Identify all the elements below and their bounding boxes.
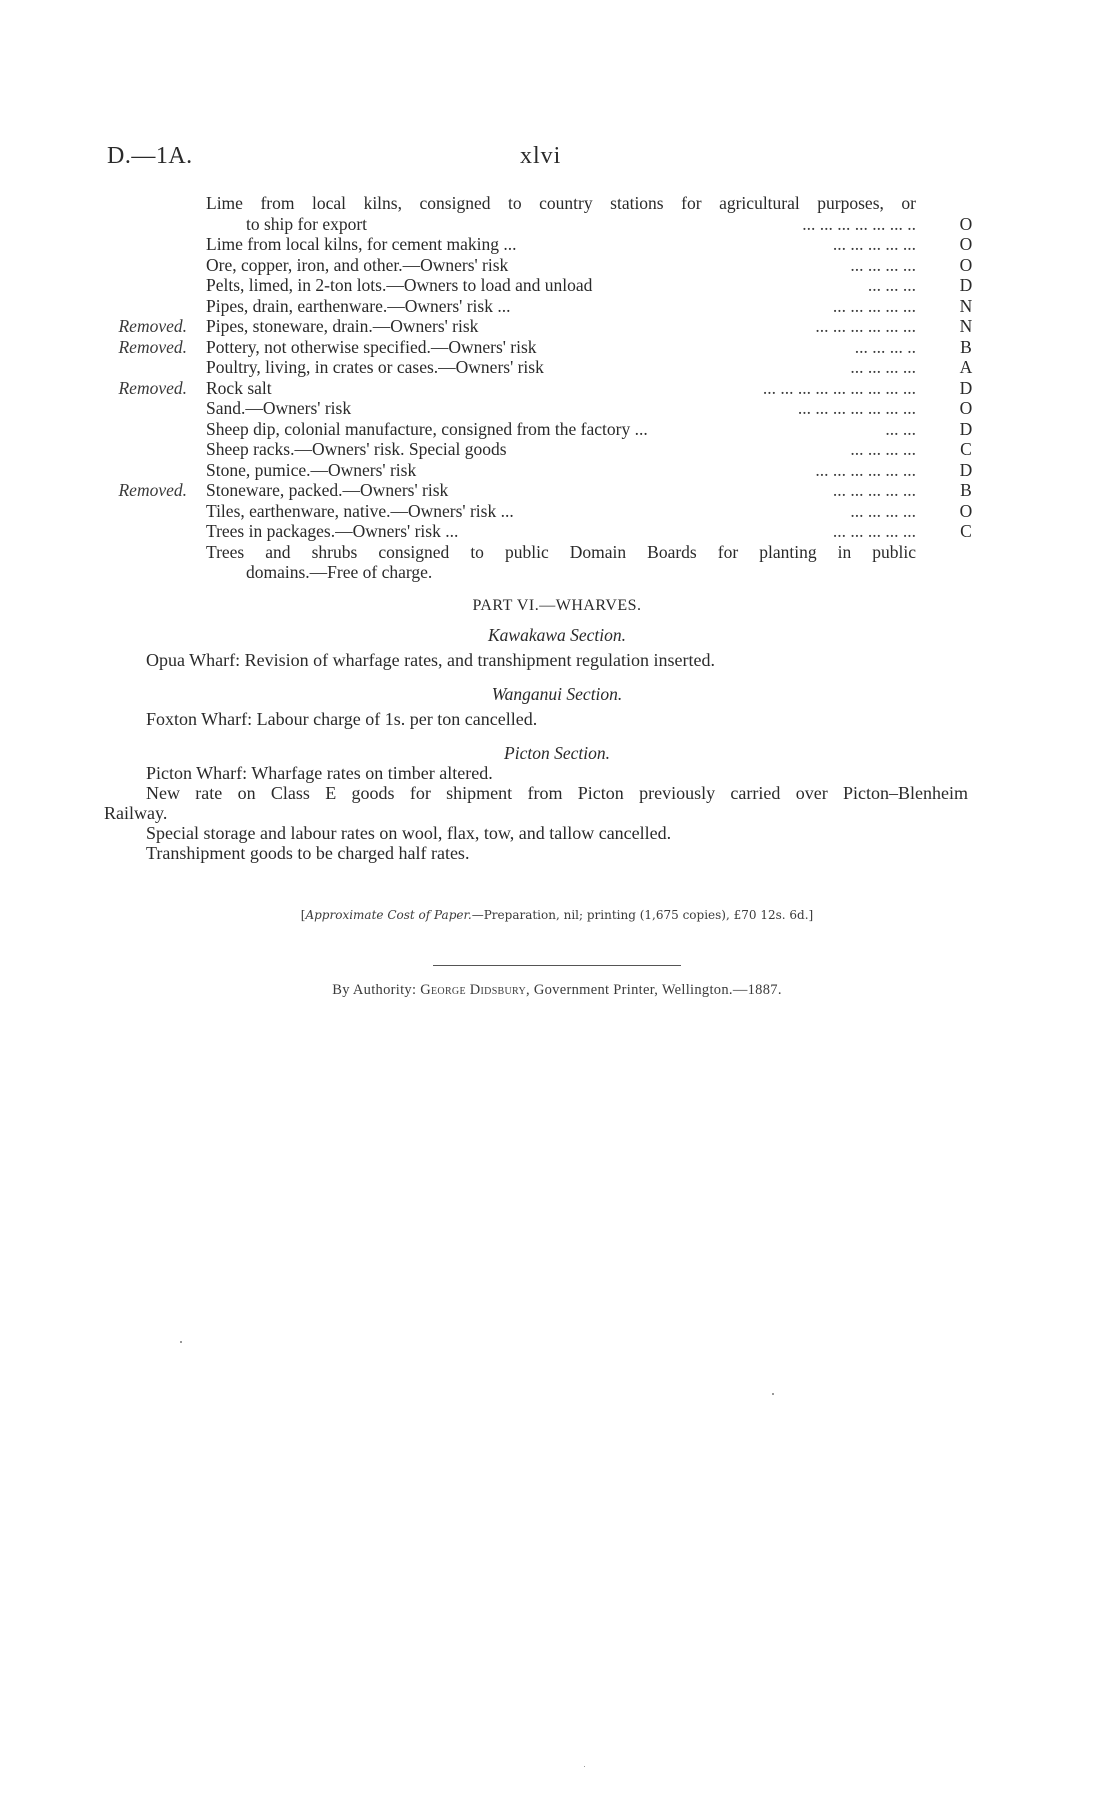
goods-classification-list xyxy=(0,193,1114,583)
leader-dots: ... ... ... ... xyxy=(850,439,916,459)
leader-dots: ... ... ... ... xyxy=(850,357,916,377)
goods-item-row xyxy=(0,337,1114,358)
item-class-letter: B xyxy=(960,480,972,500)
leader-dots: ... ... xyxy=(885,418,916,439)
goods-item-row xyxy=(0,255,1114,276)
goods-item-row xyxy=(0,562,1114,583)
item-class-letter: A xyxy=(959,357,973,377)
goods-item-row xyxy=(0,439,1114,460)
item-description: Pipes, drain, earthenware.—Owners' risk ... xyxy=(206,295,511,316)
item-description: Tiles, earthenware, native.—Owners' risk ... xyxy=(206,500,514,521)
goods-item-row xyxy=(0,275,1114,296)
paragraph-class-e-rate-line-1: New rate on Class E goods for shipment from Picton previously carried over Picton–Blenheim xyxy=(146,783,968,803)
leader-dots: ... ... ... ... ... xyxy=(832,480,916,500)
part-title: PART VI.—WHARVES. xyxy=(472,597,642,614)
item-description: Rock salt xyxy=(206,377,272,398)
leader-dots: ... ... ... ... ... ... xyxy=(815,316,916,336)
leader-dots: ... ... ... ... ... ... ... ... ... xyxy=(762,377,916,398)
item-class-letter: O xyxy=(959,234,973,254)
item-class-letter: D xyxy=(959,377,973,398)
goods-item-row xyxy=(0,193,1114,214)
section-title-picton: Picton Section. xyxy=(504,743,610,763)
item-description: Pipes, stoneware, drain.—Owners' risk xyxy=(206,316,479,336)
paragraph-special-storage: Special storage and labour rates on wool, flax, tow, and tallow cancelled. xyxy=(146,823,672,843)
item-class-letter: O xyxy=(959,398,973,418)
item-class-letter: C xyxy=(960,521,972,541)
row-status-note: Removed. xyxy=(118,316,187,336)
leader-dots: ... ... ... ... ... ... .. xyxy=(802,213,916,234)
goods-item-row xyxy=(0,419,1114,440)
paragraph-class-e-rate xyxy=(104,783,968,823)
leader-dots: ... ... ... ... ... xyxy=(832,521,916,541)
paragraph-class-e-rate-line-2: Railway. xyxy=(104,803,168,823)
leader-dots: ... ... ... .. xyxy=(854,336,916,357)
cost-of-paper-note: [Approximate Cost of Paper.—Preparation, nil; printing (1,675 copies), £70 12s. 6d.] xyxy=(300,908,814,922)
item-description: Trees in packages.—Owners' risk ... xyxy=(206,521,459,541)
item-class-letter: O xyxy=(959,500,973,521)
cost-text: —Preparation, nil; printing (1,675 copies), £70 12s. 6d. xyxy=(471,908,809,922)
item-description: Sheep racks.—Owners' risk. Special goods xyxy=(206,439,507,459)
row-status-note: Removed. xyxy=(118,480,187,500)
item-description: Pelts, limed, in 2-ton lots.—Owners to load and unload xyxy=(206,275,593,295)
goods-item-row xyxy=(0,316,1114,337)
footer-divider xyxy=(433,965,681,966)
goods-item-row xyxy=(0,234,1114,255)
goods-item-row xyxy=(0,501,1114,522)
printer-imprint xyxy=(0,982,1114,999)
item-class-letter: O xyxy=(959,213,973,234)
item-description: Stoneware, packed.—Owners' risk xyxy=(206,480,449,500)
leader-dots: ... ... ... ... xyxy=(850,500,916,521)
leader-dots: ... ... ... ... ... xyxy=(832,295,916,316)
page-number: xlvi xyxy=(520,143,562,169)
leader-dots: ... ... ... ... ... xyxy=(832,234,916,254)
imprint-name: George Didsbury xyxy=(420,982,526,998)
imprint-prefix: By Authority: xyxy=(332,982,417,998)
goods-item-row xyxy=(0,542,1114,563)
item-description: Trees and shrubs consigned to public Domain Boards for planting in public xyxy=(206,541,916,562)
section-title-wanganui: Wanganui Section. xyxy=(491,684,623,704)
section-title-kawakawa: Kawakawa Section. xyxy=(487,625,627,645)
item-description: Sheep dip, colonial manufacture, consigned from the factory ... xyxy=(206,418,648,439)
goods-item-row xyxy=(0,214,1114,235)
goods-item-row xyxy=(0,357,1114,378)
item-description: Stone, pumice.—Owners' risk xyxy=(206,459,417,480)
item-class-letter: C xyxy=(960,439,972,459)
item-class-letter: B xyxy=(960,336,972,357)
leader-dots: ... ... ... ... ... ... ... xyxy=(797,398,916,418)
goods-item-row xyxy=(0,296,1114,317)
item-description: Pottery, not otherwise specified.—Owners' risk xyxy=(206,336,537,357)
paragraph-opua-wharf: Opua Wharf: Revision of wharfage rates, and transhipment regulation inserted. xyxy=(146,650,715,670)
paragraph-foxton-wharf: Foxton Wharf: Labour charge of 1s. per ton cancelled. xyxy=(146,709,538,729)
paper-speck xyxy=(584,1766,585,1767)
document-reference: D.—1A. xyxy=(107,143,193,169)
item-description: Lime from local kilns, for cement making ... xyxy=(206,234,517,254)
item-description: domains.—Free of charge. xyxy=(246,562,433,582)
goods-item-row xyxy=(0,521,1114,542)
leader-dots: ... ... ... ... xyxy=(850,254,916,275)
item-description: Poultry, living, in crates or cases.—Owners' risk xyxy=(206,357,544,377)
item-class-letter: O xyxy=(959,254,973,275)
item-description: Lime from local kilns, consigned to country stations for agricultural purposes, or xyxy=(206,193,916,213)
item-class-letter: D xyxy=(959,418,973,439)
item-class-letter: N xyxy=(959,316,973,336)
paragraph-transhipment: Transhipment goods to be charged half rates. xyxy=(146,843,470,863)
item-class-letter: D xyxy=(959,275,973,295)
leader-dots: ... ... ... ... ... ... xyxy=(815,459,916,480)
paper-speck xyxy=(180,1341,182,1343)
imprint-suffix: , Government Printer, Wellington.—1887. xyxy=(526,982,782,998)
row-status-note: Removed. xyxy=(118,377,187,398)
item-description: Sand.—Owners' risk xyxy=(206,398,352,418)
goods-item-row xyxy=(0,378,1114,399)
paper-speck xyxy=(772,1393,774,1395)
goods-item-row xyxy=(0,460,1114,481)
goods-item-row xyxy=(0,398,1114,419)
paragraph-picton-wharf: Picton Wharf: Wharfage rates on timber altered. xyxy=(146,763,493,783)
cost-label: Approximate Cost of Paper. xyxy=(305,908,472,922)
goods-item-row xyxy=(0,480,1114,501)
row-status-note: Removed. xyxy=(118,336,187,357)
item-description: to ship for export xyxy=(246,213,368,234)
leader-dots: ... ... ... xyxy=(867,275,916,295)
item-class-letter: D xyxy=(959,459,973,480)
item-description: Ore, copper, iron, and other.—Owners' risk xyxy=(206,254,509,275)
item-class-letter: N xyxy=(959,295,973,316)
